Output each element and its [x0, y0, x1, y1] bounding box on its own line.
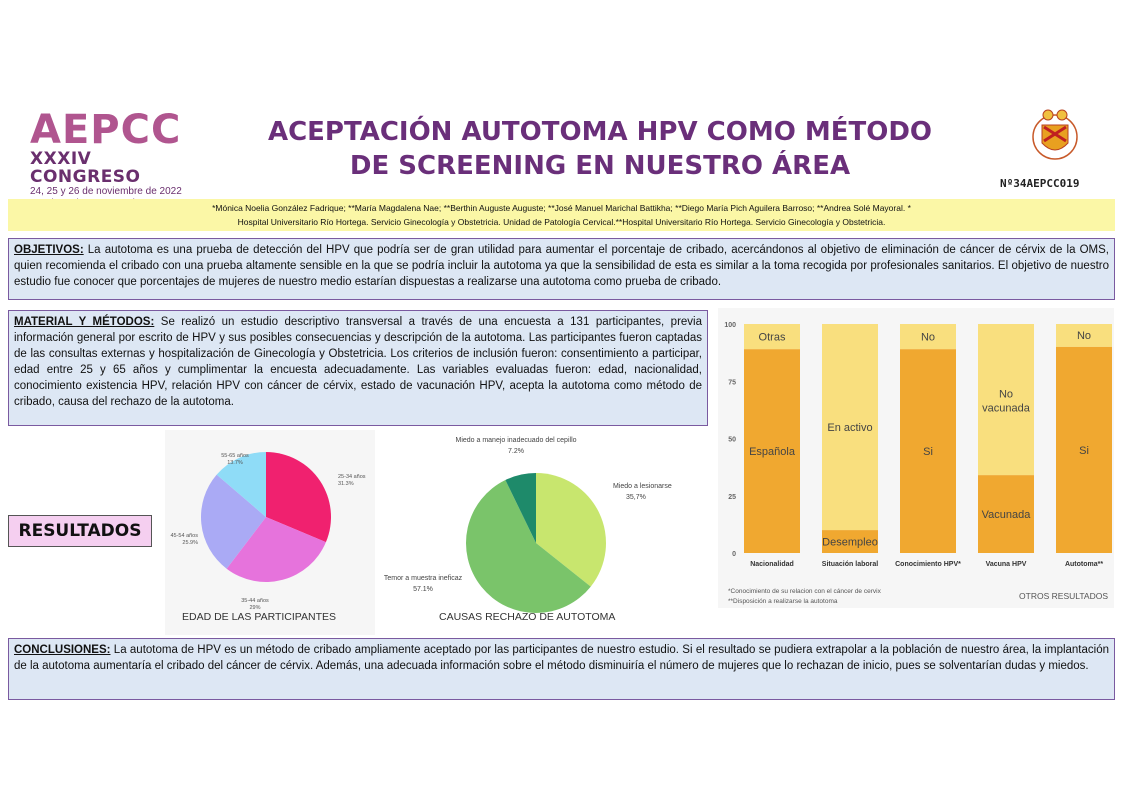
material-section — [8, 310, 708, 426]
cause-chart-title: CAUSAS RECHAZO DE AUTOTOMA — [439, 611, 616, 623]
age-chart-panel — [165, 430, 375, 635]
bar-lower-label-2: Si — [923, 446, 933, 459]
other-results-panel — [718, 308, 1114, 608]
age-slice-pct-3: 13.7% — [227, 460, 243, 466]
age-slice-label-0: 25-34 años — [338, 474, 366, 480]
bar-upper-label-0: Otras — [758, 331, 786, 344]
conclusiones-section — [8, 638, 1115, 700]
logo-congress: XXXIV CONGRESO — [30, 149, 141, 187]
objetivos-text: La autotoma es una prueba de detección del HPV que podría ser de gran utilidad para aumentar el porcentaje de cribado, acercándonos al objetivo de eliminación de cáncer de cérvix de la OMS, quien recomienda el cribado con una prueba altamente sensible en la que se podría incluir la autotoma ya que la sensibilidad de esta es similar a la toma recogida por profesionales sanitarios. El objetivo de nuestro estudio fue conocer que porcentajes de mujeres de nuestro medio estarían dispuestas a realizarse una autotoma como prueba de cribado. — [14, 244, 1109, 288]
age-slice-pct-0: 31.3% — [338, 481, 354, 487]
bar-ytick-1: 25 — [728, 493, 736, 501]
cause-pie-chart — [375, 430, 705, 635]
conclusiones-label: CONCLUSIONES: — [14, 644, 111, 656]
conclusiones-text: La autotoma de HPV es un método de cribado ampliamente aceptado por las participantes de nuestro estudio. Si el resultado se pudiera extrapolar a la población de nuestro área, la implantación de la autotoma aumentaría el cribado del cáncer de cérvix. Además, una adecuada información sobre el método disminuiría el número de mujeres que lo rechazan de inicio, pues se solventarían dudas y miedos. — [14, 644, 1109, 672]
bar-chart-title: OTROS RESULTADOS — [1019, 591, 1108, 601]
title-line-2: DE SCREENING EN NUESTRO ÁREA — [349, 151, 851, 181]
bar-upper-label-3: No — [998, 388, 1014, 401]
cause-slice-label-1: Temor a muestra ineficaz — [383, 575, 463, 582]
age-slice-label-2: 45-54 años — [170, 533, 198, 539]
bar-ytick-4: 100 — [724, 322, 736, 329]
cause-chart-panel — [375, 430, 705, 635]
resultados-label: RESULTADOS — [8, 515, 152, 547]
bar-ytick-3: 75 — [728, 379, 736, 387]
bar-upper-label-3-b: vacunada — [982, 402, 1030, 415]
age-slice-pct-2: 25.9% — [182, 540, 198, 546]
cause-slice-pct-0: 35,7% — [626, 494, 646, 501]
title-line-1: ACEPTACIÓN AUTOTOMA HPV COMO MÉTODO — [267, 117, 933, 147]
other-results-bar-chart — [718, 308, 1114, 608]
bar-category-2: Conocimiento HPV* — [895, 561, 961, 568]
society-seal-icon — [1030, 105, 1080, 170]
material-label: MATERIAL Y MÉTODOS: — [14, 316, 155, 328]
bar-lower-label-3: Vacunada — [981, 509, 1031, 522]
age-chart-title: EDAD DE LAS PARTICIPANTES — [182, 611, 337, 623]
bar-lower-label-4: Si — [1079, 444, 1089, 457]
cause-slice-label-0: Miedo a lesionarse — [613, 483, 672, 490]
bar-category-1: Situación laboral — [821, 561, 879, 568]
bar-ytick-0: 0 — [732, 551, 736, 558]
poster-code: Nº34AEPCC019 — [1000, 177, 1080, 190]
bar-footnote-2: **Disposición a realizarse la autotoma — [728, 598, 838, 605]
bar-category-3: Vacuna HPV — [985, 561, 1027, 568]
bar-upper-label-1: En activo — [827, 422, 873, 435]
congress-logo — [30, 107, 200, 197]
bar-upper-label-4: No — [1076, 330, 1092, 342]
age-slice-label-3: 55-65 años — [221, 453, 249, 459]
cause-slice-pct-2: 7.2% — [508, 448, 524, 455]
authors-banner — [8, 199, 1115, 231]
age-pie-chart — [165, 430, 375, 635]
cause-slice-pct-1: 57.1% — [413, 586, 433, 593]
poster-title — [240, 115, 960, 183]
logo-text: AEPCC — [30, 107, 182, 153]
bar-lower-label-1: Desempleo — [822, 536, 878, 549]
authors-affiliation: Hospital Universitario Río Hortega. Servicio Ginecología y Obstetricia. Unidad de Patología Cervical.**Hospital Universitario Río Hortega. Servicio Ginecología y Obstetricia. — [237, 217, 886, 227]
bar-lower-label-0: Española — [749, 446, 795, 459]
bar-footnote-1: *Conocimiento de su relacion con el cáncer de cervix — [728, 588, 881, 595]
logo-dates: 24, 25 y 26 de noviembre de 2022 — [30, 186, 182, 197]
material-text: Se realizó un estudio descriptivo transversal a través de una encuesta a 131 participantes, previa información general por escrito de HPV y sus posibles consecuencias y descripción de la autotoma. Las participantes fueron captadas de las consultas externas y hospitalización de Ginecología y Obstetricia. Los criterios de inclusión fueron: consentimiento a participar, edad entre 25 y 65 años y cumplimentar la encuesta adecuadamente. Las variables evaluadas fueron: edad, nacionalidad, conocimiento existencia HPV, relación HPV con cáncer de cérvix, estado de vacunación HPV, acepta la autotoma como método de cribado, causa del rechazo de la autotoma. — [14, 316, 703, 408]
bar-ytick-2: 50 — [728, 436, 736, 444]
bar-upper-label-2: No — [920, 331, 936, 344]
authors-names: *Mónica Noelia González Fadrique; **María Magdalena Nae; **Berthin Auguste Auguste; **José Manuel Marichal Battikha; **Diego María Pich Aguilera Barroso; **Andrea Solé Mayoral. * — [212, 203, 911, 213]
age-slice-pct-1: 29% — [249, 605, 261, 611]
bar-category-0: Nacionalidad — [750, 561, 794, 568]
age-slice-label-1: 35-44 años — [241, 598, 269, 604]
bar-category-4: Autotoma** — [1064, 561, 1104, 568]
objetivos-section — [8, 238, 1115, 300]
objetivos-label: OBJETIVOS: — [14, 244, 84, 256]
cause-slice-label-2: Miedo a manejo inadecuado del cepillo — [455, 437, 577, 444]
